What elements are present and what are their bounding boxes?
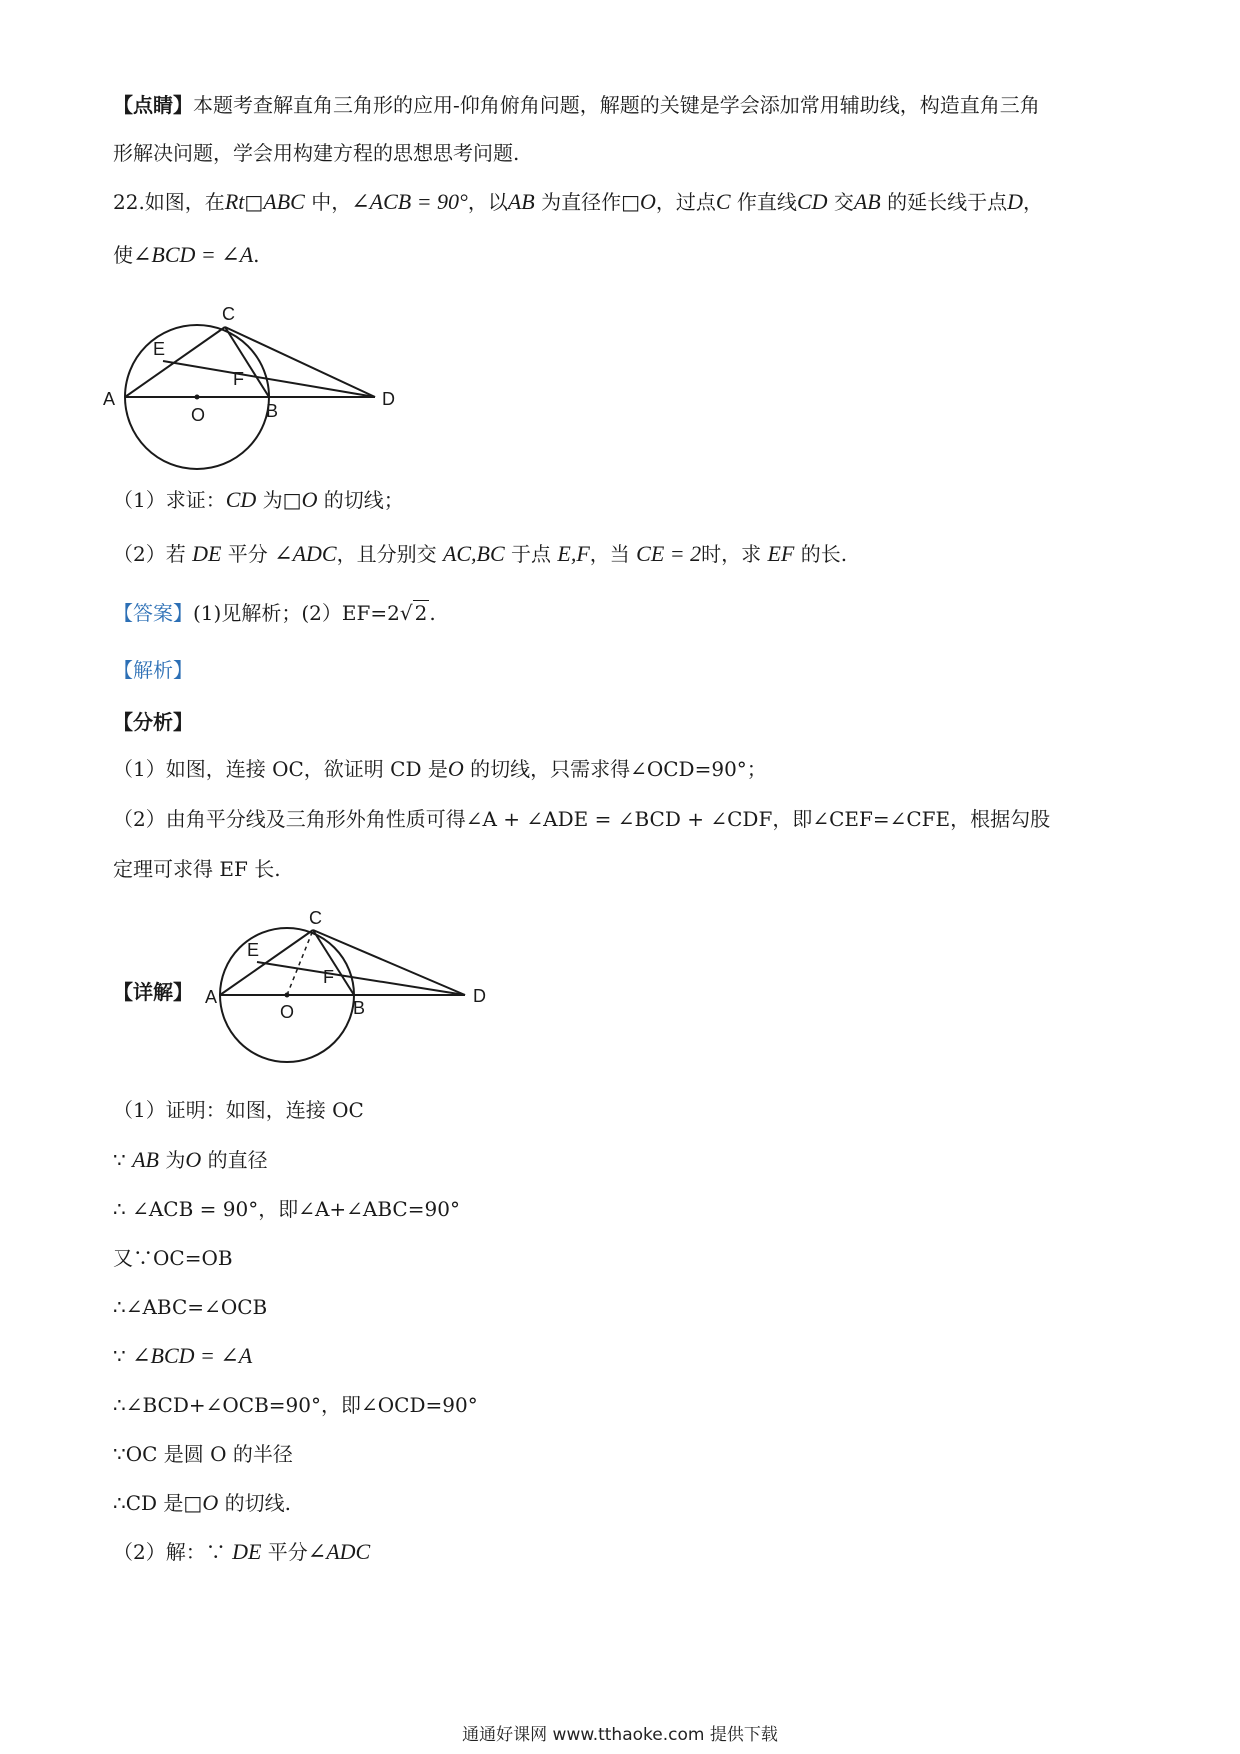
ab-label: AB xyxy=(507,189,535,214)
proof-line-4: 又∵OC=OB xyxy=(113,1246,233,1270)
ef-label: E,F xyxy=(557,541,590,566)
fig1-label-b: B xyxy=(266,401,279,421)
ef-label: EF xyxy=(767,541,795,566)
circle-box: □ xyxy=(621,190,640,214)
angle-eq: ∠BCD = ∠A xyxy=(133,242,254,267)
problem-line1 xyxy=(113,187,1043,217)
proof-line-2 xyxy=(113,1145,268,1175)
q2-text: 平分 xyxy=(221,542,275,566)
fenxi-line1 xyxy=(113,754,767,784)
proof-text: 为 xyxy=(158,1148,186,1172)
proof-text: ∴CD 是 xyxy=(113,1491,184,1515)
problem-text: 为直径作 xyxy=(534,190,622,214)
line-de xyxy=(257,962,465,995)
dianjing-text1: 本题考查解直角三角形的应用-仰角俯角问题，解题的关键是学会添加常用辅助线，构造直角三角 xyxy=(193,93,1040,117)
answer-radicand: 2 xyxy=(414,601,428,625)
o-label: O xyxy=(185,1147,202,1172)
q2-text: （2）若 xyxy=(113,542,193,566)
c-label: C xyxy=(715,189,731,214)
angle-adc: ∠ADC xyxy=(274,541,337,566)
geometry-figure-1 xyxy=(100,305,420,475)
proof-line-6 xyxy=(113,1341,252,1371)
fig1-label-d: D xyxy=(382,389,395,409)
proof-line-1: （1）证明：如图，连接 OC xyxy=(113,1098,364,1122)
fig1-label-o: O xyxy=(191,405,206,425)
d-label: D xyxy=(1007,189,1023,214)
fig2-label-d: D xyxy=(473,986,486,1006)
q2-text: 的长. xyxy=(794,542,848,566)
ab-label: AB xyxy=(132,1147,159,1172)
answer-coef: 2 xyxy=(387,601,400,625)
proof-text: 平分 xyxy=(261,1540,308,1564)
problem-line2 xyxy=(113,240,260,270)
question-2 xyxy=(113,539,847,569)
angle-acb: ∠ACB = 90° xyxy=(351,189,468,214)
proof-line-10 xyxy=(113,1537,370,1567)
proof-text: 的直径 xyxy=(201,1148,268,1172)
problem-text: 作直线 xyxy=(730,190,797,214)
o-label: O xyxy=(640,189,656,214)
angle-adc: ∠ADC xyxy=(307,1539,371,1564)
fig1-label-e: E xyxy=(153,339,166,359)
circle-box: □ xyxy=(282,488,302,512)
abc-label: ABC xyxy=(263,189,305,214)
fenxi-text: 的切线，只需求得∠OCD=90°； xyxy=(463,757,767,781)
proof-line-9 xyxy=(113,1488,291,1518)
q2-text: 时，求 xyxy=(701,542,768,566)
problem-text: 中， xyxy=(304,190,352,214)
question-1 xyxy=(113,485,404,515)
problem-text: ， xyxy=(1023,190,1043,214)
page-footer: 通通好课网 www.tthaoke.com 提供下载 xyxy=(462,1725,778,1745)
line-ac xyxy=(125,327,225,397)
proof-line-3: ∴ ∠ACB = 90°，即∠A+∠ABC=90° xyxy=(113,1197,460,1221)
problem-text: ，过点 xyxy=(655,190,716,214)
dianjing-tag: 【点睛】 xyxy=(113,93,193,117)
proof-text: ∵ xyxy=(113,1344,133,1368)
proof-line-8: ∵OC 是圆 O 的半径 xyxy=(113,1442,293,1466)
fenxi-tag: 【分析】 xyxy=(113,710,193,734)
ce-eq: CE = 2 xyxy=(636,541,702,566)
q1-text: （1）求证： xyxy=(113,488,226,512)
center-point xyxy=(285,993,290,998)
triangle-box: □ xyxy=(244,190,264,214)
fig1-label-f: F xyxy=(233,369,244,389)
proof-text: （2）解：∵ xyxy=(113,1540,233,1564)
problem-text: . xyxy=(253,243,260,267)
problem-text: 的延长线于点 xyxy=(880,190,1008,214)
answer-end: . xyxy=(429,601,436,625)
proof-text: 的切线. xyxy=(218,1491,291,1515)
fig2-label-b: B xyxy=(353,998,366,1018)
q1-text: 为 xyxy=(256,488,283,512)
dianjing-line2: 形解决问题，学会用构建方程的思想思考问题. xyxy=(113,141,520,165)
q2-text: ，当 xyxy=(589,542,637,566)
problem-text: 使 xyxy=(113,243,133,267)
q2-text: ，且分别交 xyxy=(336,542,443,566)
angle-eq: ∠BCD = ∠A xyxy=(132,1343,253,1368)
fig2-label-c: C xyxy=(309,910,322,928)
fig1-label-a: A xyxy=(103,389,116,409)
o-label: O xyxy=(447,756,464,781)
proof-text: ∵ xyxy=(113,1148,133,1172)
fenxi-line3: 定理可求得 EF 长. xyxy=(113,857,281,881)
geometry-figure-2 xyxy=(205,910,505,1070)
answer-line: 【答案】(1)见解析；(2）EF=2√ 2 . xyxy=(113,601,436,625)
proof-line-5: ∴∠ABC=∠OCB xyxy=(113,1295,268,1319)
line-cd xyxy=(313,930,465,995)
fig1-label-c: C xyxy=(222,305,235,324)
xiangjie-tag: 【详解】 xyxy=(113,980,193,1004)
center-point xyxy=(195,395,200,400)
cd-label: CD xyxy=(796,189,828,214)
acbc-label: AC,BC xyxy=(442,541,505,566)
circle-box: □ xyxy=(183,1491,203,1515)
dianjing-line1 xyxy=(113,90,1040,120)
fig2-label-f: F xyxy=(323,967,334,987)
q2-text: 于点 xyxy=(504,542,558,566)
answer-text: (1)见解析；(2）EF= xyxy=(193,601,388,625)
fenxi-text: （1）如图，连接 OC，欲证明 CD 是 xyxy=(113,757,448,781)
ab-label: AB xyxy=(853,189,881,214)
fig2-label-o: O xyxy=(280,1002,295,1022)
fig2-label-e: E xyxy=(247,940,260,960)
de-label: DE xyxy=(192,541,222,566)
proof-line-7: ∴∠BCD+∠OCB=90°，即∠OCD=90° xyxy=(113,1393,478,1417)
fenxi-line2: （2）由角平分线及三角形外角性质可得∠A + ∠ADE = ∠BCD + ∠CDF，即∠CEF=∠CFE，根据勾股 xyxy=(113,807,1051,831)
fig2-label-a: A xyxy=(205,987,218,1007)
jiexi-tag: 【解析】 xyxy=(113,658,193,682)
problem-prefix: 22.如图，在 xyxy=(113,190,225,214)
de-label: DE xyxy=(232,1539,262,1564)
answer-tag: 【答案】 xyxy=(113,601,193,625)
q1-text: 的切线； xyxy=(317,488,404,512)
problem-text: 交 xyxy=(827,190,854,214)
problem-text: ，以 xyxy=(467,190,508,214)
o-label: O xyxy=(202,1490,219,1515)
o-label: O xyxy=(301,487,318,512)
rt-symbol: Rt xyxy=(224,189,245,214)
cd-label: CD xyxy=(225,487,257,512)
